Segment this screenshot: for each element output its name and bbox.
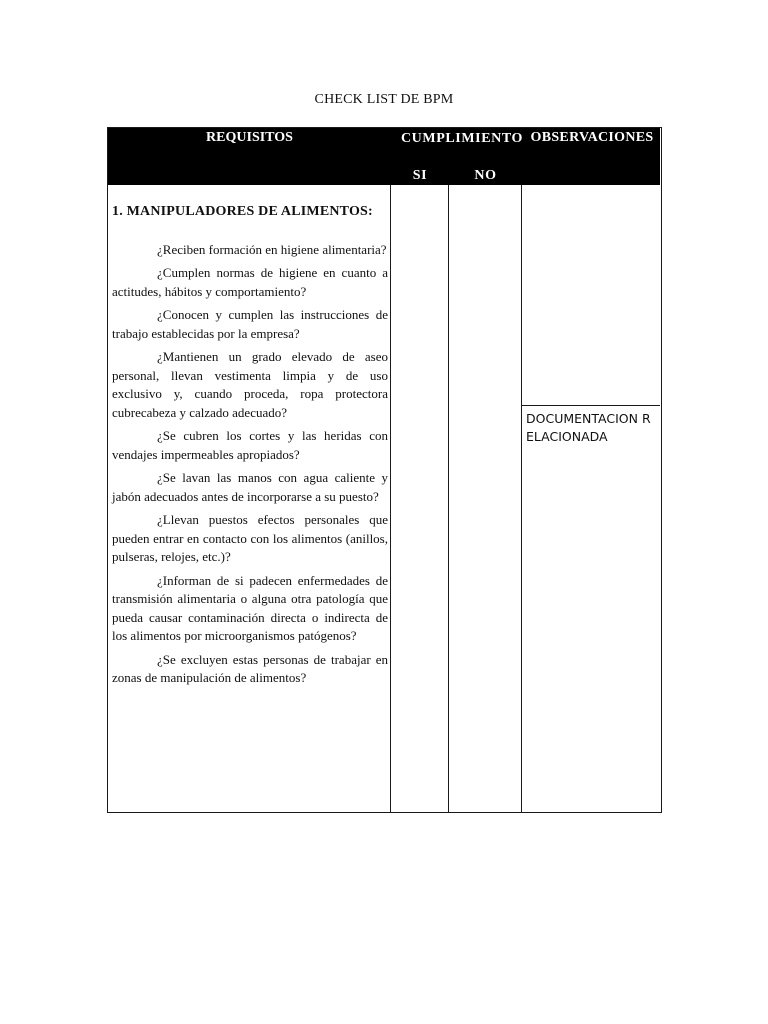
documentacion-divider [522, 405, 660, 406]
section-title: 1. MANIPULADORES DE ALIMENTOS: [112, 204, 373, 219]
documentacion-relacionada-label: DOCUMENTACION RELACIONADA [526, 411, 651, 444]
requisitos-column [112, 203, 388, 693]
question-item: ¿Se excluyen estas personas de trabajar en zonas de manipulación de alimentos? [112, 651, 388, 685]
header-cumplimiento: CUMPLIMIENTO [400, 131, 524, 146]
header-observaciones: OBSERVACIONES [530, 130, 654, 145]
header-no: NO [474, 168, 497, 183]
table-header [108, 128, 660, 185]
header-requisitos: REQUISITOS [206, 130, 293, 145]
question-item: ¿Llevan puestos efectos personales que pueden entrar en contacto con los alimentos (anillos, pulseras, relojes, etc.)? [112, 512, 388, 564]
question-item: ¿Se cubren los cortes y las heridas con vendajes impermeables apropiados? [112, 428, 388, 462]
question-item: ¿Mantienen un grado elevado de aseo personal, llevan vestimenta limpia y de uso exclusivo y, cuando proceda, ropa protectora cubrecabeza y calzado adecuado? [112, 349, 388, 420]
checklist-table [107, 127, 662, 813]
column-divider-si [448, 185, 449, 812]
question-item: ¿Reciben formación en higiene alimentaria? [157, 241, 387, 257]
document-title: CHECK LIST DE BPM [314, 92, 454, 107]
question-item: ¿Conocen y cumplen las instrucciones de trabajo establecidas por la empresa? [112, 307, 388, 341]
question-item: ¿Informan de si padecen enfermedades de transmisión alimentaria o alguna otra patología que pueda causar contaminación directa o indirecta de los alimentos por microorganismos patógenos? [112, 572, 388, 643]
question-item: ¿Cumplen normas de higiene en cuanto a actitudes, hábitos y comportamiento? [112, 265, 388, 299]
question-item: ¿Se lavan las manos con agua caliente y jabón adecuados antes de incorporarse a su puesto? [112, 470, 388, 504]
column-divider-requisitos [390, 185, 391, 812]
column-divider-no [521, 185, 522, 812]
header-si: SI [412, 168, 428, 183]
